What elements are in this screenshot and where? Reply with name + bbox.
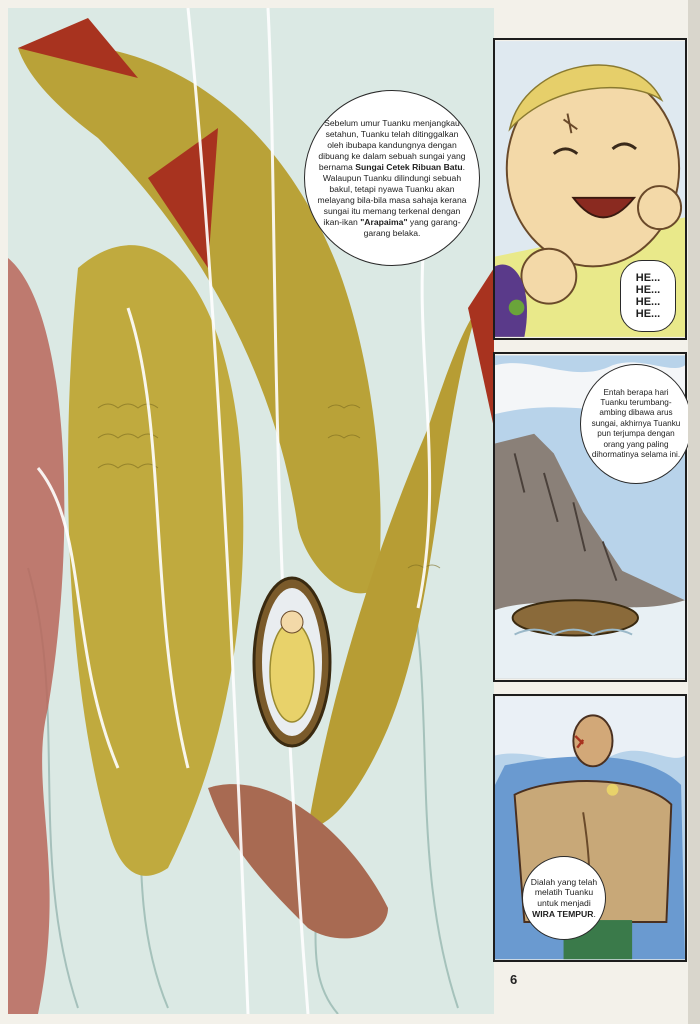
page-edge	[688, 0, 700, 1024]
trainer-caption-end: .	[593, 908, 596, 919]
laugh-line-4: HE...	[635, 308, 661, 320]
laugh-line-1: HE...	[635, 272, 661, 284]
drift-caption-text: Entah berapa hari Tuanku terumbang-ambing dibawa arus sungai, akhirnya Tuanku pun terjumpa dengan orang yang paling dihormatinya selama ini.	[591, 387, 681, 460]
page-number: 6	[510, 972, 518, 987]
narration-fish-name: "Arapaima"	[360, 216, 408, 227]
laugh-line-3: HE...	[635, 296, 661, 308]
trainer-caption-bubble	[522, 856, 606, 940]
trainer-caption-highlight: WIRA TEMPUR	[532, 908, 594, 919]
trainer-caption-text: Dialah yang telah melatih Tuanku untuk menjadi	[530, 876, 598, 908]
drift-caption-bubble	[580, 364, 692, 484]
narration-bubble	[304, 90, 480, 266]
narration-text-3: yang garang-garang belaka.	[363, 216, 461, 238]
narration-text-1: Sebelum umur Tuanku menjangkau setahun, Tuanku telah ditinggalkan oleh ibubapa kandungnya dengan dibuang ke dalam sebuah sungai yang bernama	[318, 117, 466, 172]
laugh-bubble	[620, 260, 676, 332]
baby-head	[281, 611, 303, 633]
narration-text-2: . Walaupun Tuanku dilindungi sebuah bakul, tetapi nyawa Tuanku akan melayang bila-bila masa sahaja kerana sungai itu memang terkenal dengan ikan-ikan	[317, 161, 467, 227]
baby-blanket	[270, 622, 314, 722]
narration-place-name: Sungai Cetek Ribuan Batu	[355, 161, 463, 172]
laugh-line-2: HE...	[635, 284, 661, 296]
